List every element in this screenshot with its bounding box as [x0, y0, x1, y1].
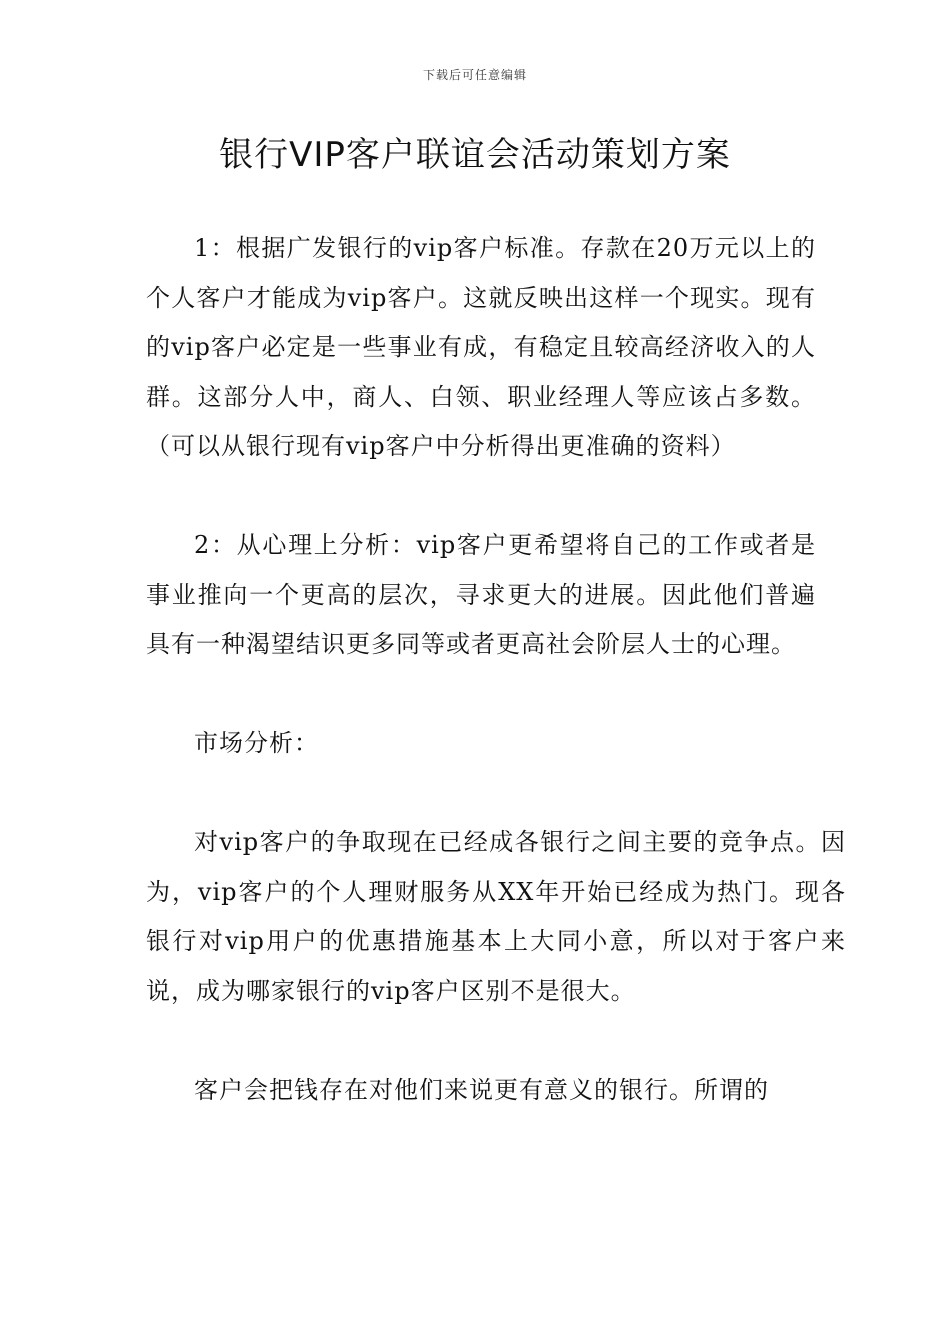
paragraph-customer-profile: 1：根据广发银行的vip客户标准。存款在20万元以上的个人客户才能成为vip客户。这就反映出这样一个现实。现有的vip客户必定是一些事业有成，有稳定且较高经济收入的人群。这部分人中，商人、白领、职业经理人等应该占多数。（可以从银行现有vip客户中分析得出更准确的资料）: [146, 234, 816, 460]
paragraph-psychology-analysis: 2：从心理上分析：vip客户更希望将自己的工作或者是事业推向一个更高的层次，寻求更大的进展。因此他们普遍具有一种渴望结识更多同等或者更高社会阶层人士的心理。: [146, 531, 816, 658]
document-title: 银行VIP客户联谊会活动策划方案: [219, 135, 731, 175]
section-heading-market-analysis: 市场分析：: [194, 729, 319, 757]
header-note: 下载后可任意编辑: [422, 68, 527, 82]
document-body: [146, 224, 846, 1165]
paragraph-market-competition: 对vip客户的争取现在已经成各银行之间主要的竞争点。因为，vip客户的个人理财服务从XX年开始已经成为热门。现各银行对vip用户的优惠措施基本上大同小意，所以对于客户来说，成为哪家银行的vip客户区别不是很大。: [146, 828, 846, 1005]
paragraph-deposit-choice: 客户会把钱存在对他们来说更有意义的银行。所谓的: [194, 1075, 769, 1104]
